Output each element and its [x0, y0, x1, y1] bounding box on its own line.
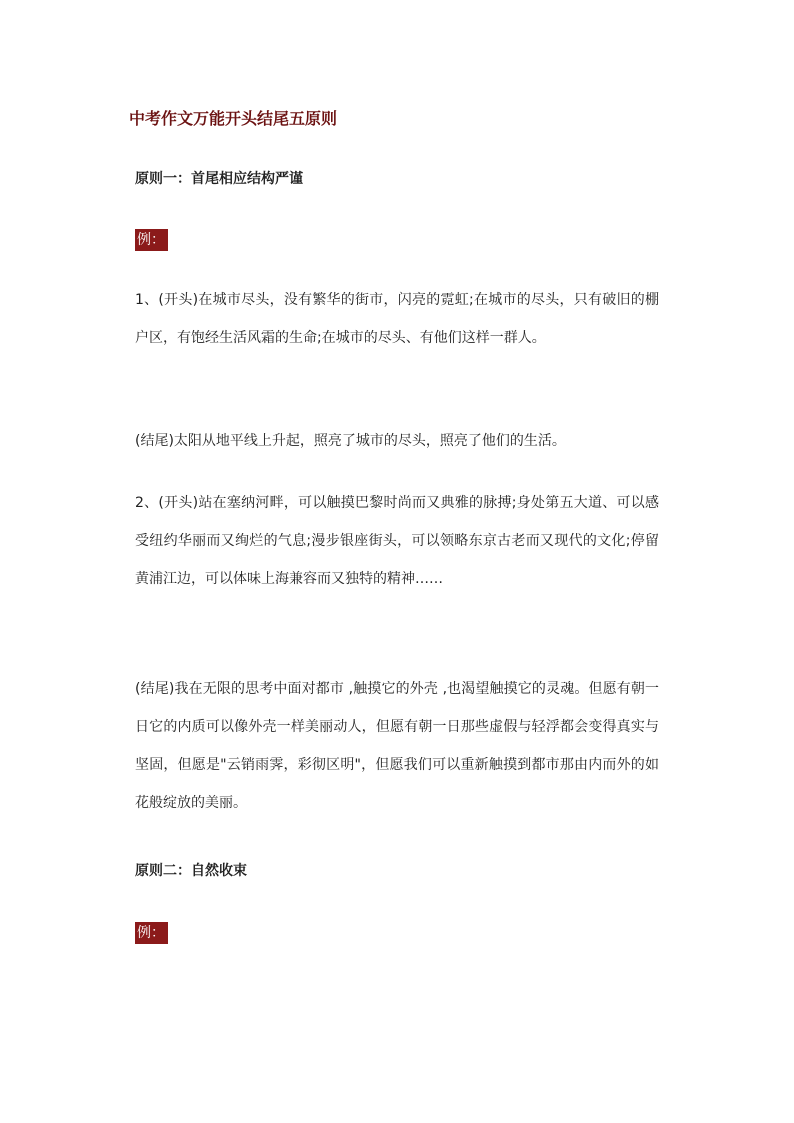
section-2-heading: 原则二：自然收束	[135, 863, 247, 879]
example-1-opening: 1、(开头)在城市尽头，没有繁华的街市，闪亮的霓虹;在城市的尽头，只有破旧的棚户区，有饱经生活风霜的生命;在城市的尽头、有他们这样一群人。	[135, 292, 659, 346]
section-1-example-label: 例：	[135, 229, 168, 251]
example-2-opening: 2、(开头)站在塞纳河畔，可以触摸巴黎时尚而又典雅的脉搏;身处第五大道、可以感受纽约华丽而又绚烂的气息;漫步银座街头，可以领略东京古老而又现代的文化;停留黄浦江边，可以体味上海兼容而又独特的精神……	[135, 495, 659, 587]
document-title: 中考作文万能开头结尾五原则	[129, 109, 338, 128]
section-1-heading: 原则一：首尾相应结构严谨	[135, 171, 303, 187]
example-2-ending: (结尾)我在无限的思考中面对都市 ,触摸它的外壳 ,也渴望触摸它的灵魂。但愿有朝一日它的内质可以像外壳一样美丽动人，但愿有朝一日那些虚假与轻浮都会变得真实与坚固，但愿是"云销雨霁，彩彻区明"，但愿我们可以重新触摸到都市那由内而外的如花般绽放的美丽。	[135, 681, 659, 811]
example-1-ending: (结尾)太阳从地平线上升起，照亮了城市的尽头，照亮了他们的生活。	[135, 433, 566, 449]
section-2-example-label: 例：	[135, 922, 168, 944]
